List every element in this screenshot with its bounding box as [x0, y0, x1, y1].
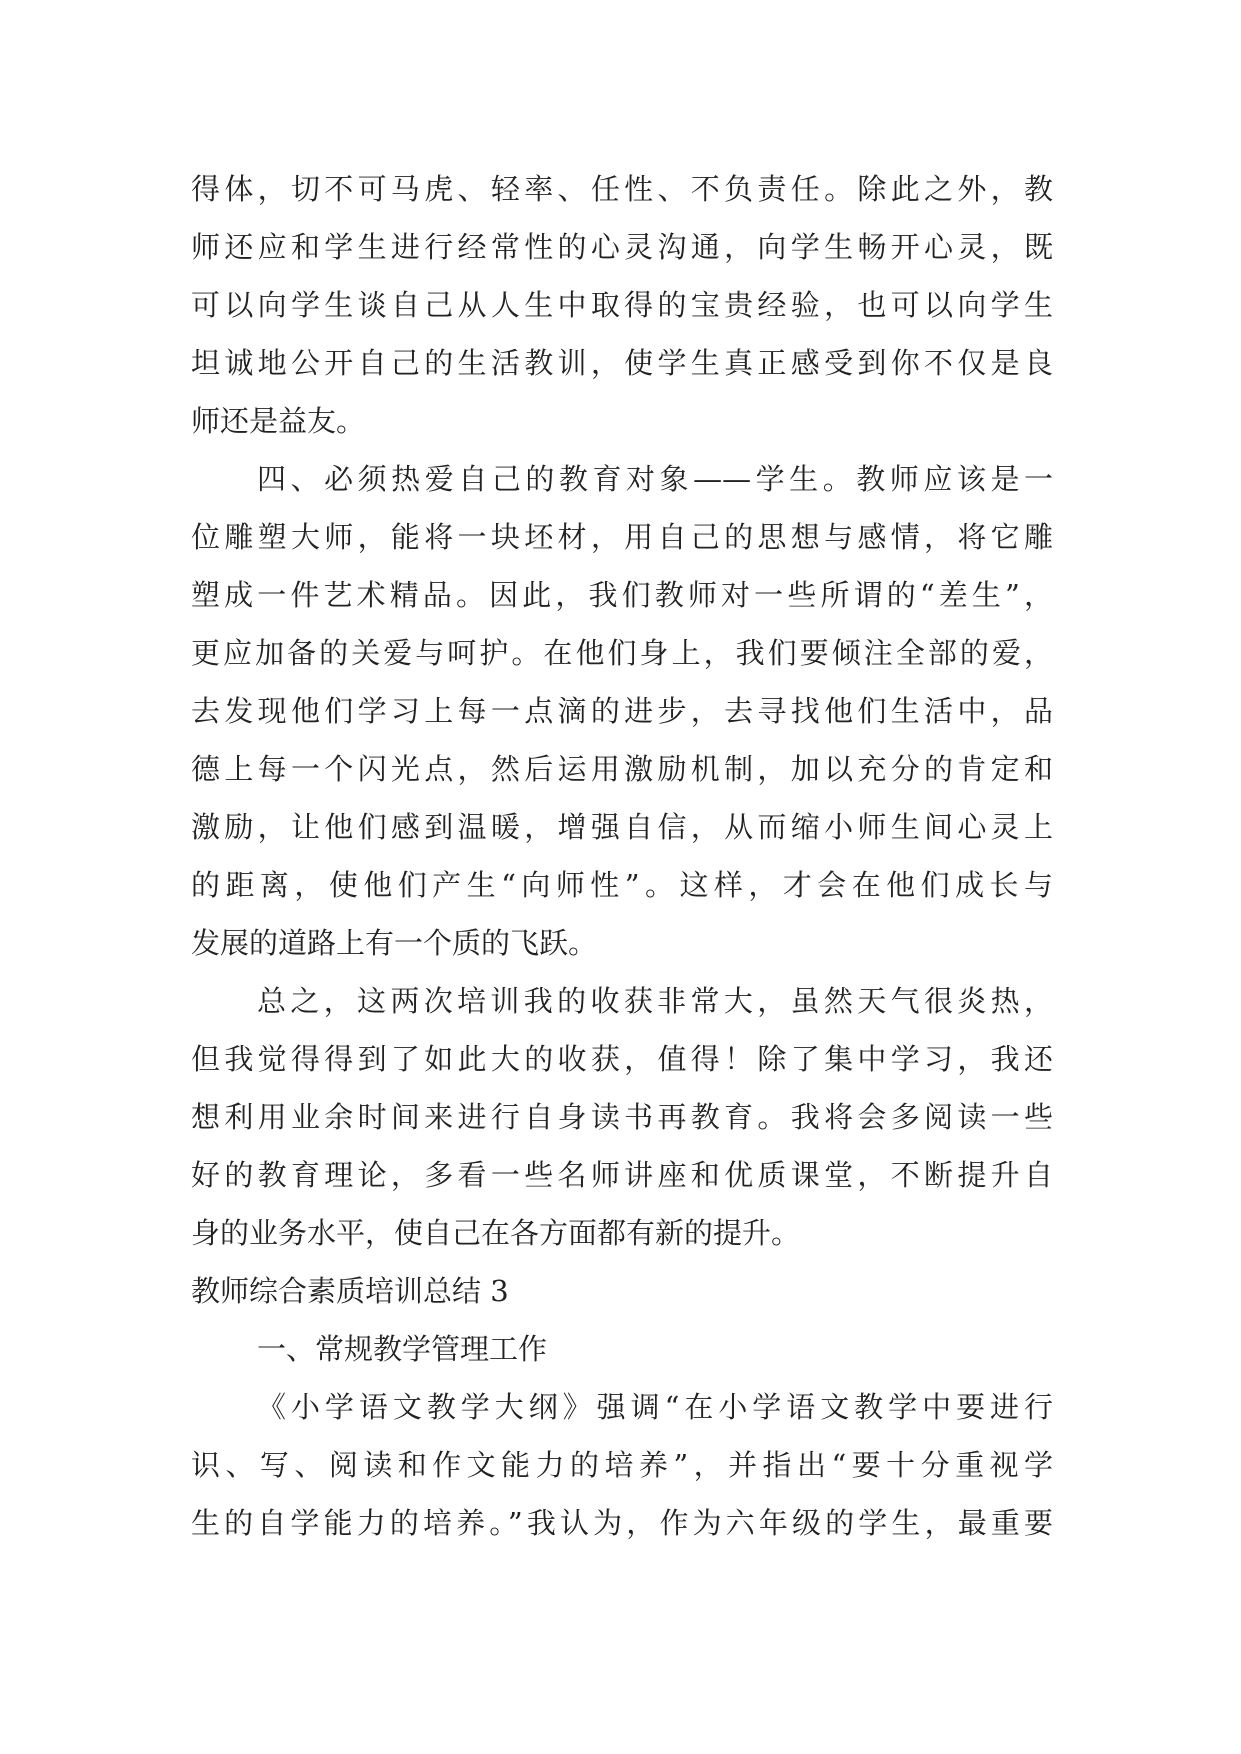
text-line: 但我觉得得到了如此大的收获，值得！除了集中学习，我还	[191, 1042, 1053, 1076]
text-line: 生的自学能力的培养。”我认为，作为六年级的学生，最重要	[191, 1506, 1053, 1540]
text-line: 位雕塑大师，能将一块坯材，用自己的思想与感情，将它雕	[191, 520, 1053, 554]
text-line: 想利用业余时间来进行自身读书再教育。我将会多阅读一些	[191, 1100, 1053, 1134]
text-line: 德上每一个闪光点，然后运用激励机制，加以充分的肯定和	[191, 752, 1053, 786]
text-line: 好的教育理论，多看一些名师讲座和优质课堂，不断提升自	[191, 1158, 1053, 1192]
text-line: 身的业务水平，使自己在各方面都有新的提升。	[191, 1216, 801, 1250]
subsection-heading: 一、常规教学管理工作	[257, 1332, 548, 1366]
section-heading: 教师综合素质培训总结 3	[191, 1274, 509, 1308]
paragraph-start-line: 《小学语文教学大纲》强调“在小学语文教学中要进行	[257, 1390, 1053, 1424]
text-line: 得体，切不可马虎、轻率、任性、不负责任。除此之外，教	[191, 172, 1053, 206]
text-line: 的距离，使他们产生“向师性”。这样，才会在他们成长与	[191, 868, 1053, 902]
paragraph-start-line: 总之，这两次培训我的收获非常大，虽然天气很炎热，	[257, 984, 1053, 1018]
text-line: 可以向学生谈自己从人生中取得的宝贵经验，也可以向学生	[191, 288, 1053, 322]
text-line: 师还是益友。	[191, 404, 366, 438]
paragraph-start-line: 四、必须热爱自己的教育对象——学生。教师应该是一	[257, 462, 1053, 496]
text-line: 激励，让他们感到温暖，增强自信，从而缩小师生间心灵上	[191, 810, 1053, 844]
text-line: 识、写、阅读和作文能力的培养”，并指出“要十分重视学	[191, 1448, 1053, 1482]
text-line: 更应加备的关爱与呵护。在他们身上，我们要倾注全部的爱，	[191, 636, 1053, 670]
text-line: 师还应和学生进行经常性的心灵沟通，向学生畅开心灵，既	[191, 230, 1053, 264]
text-line: 发展的道路上有一个质的飞跃。	[191, 926, 598, 960]
text-line: 坦诚地公开自己的生活教训，使学生真正感受到你不仅是良	[191, 346, 1053, 380]
document-body	[191, 160, 1053, 1552]
text-line: 去发现他们学习上每一点滴的进步，去寻找他们生活中，品	[191, 694, 1053, 728]
text-line: 塑成一件艺术精品。因此，我们教师对一些所谓的“差生”，	[191, 578, 1053, 612]
